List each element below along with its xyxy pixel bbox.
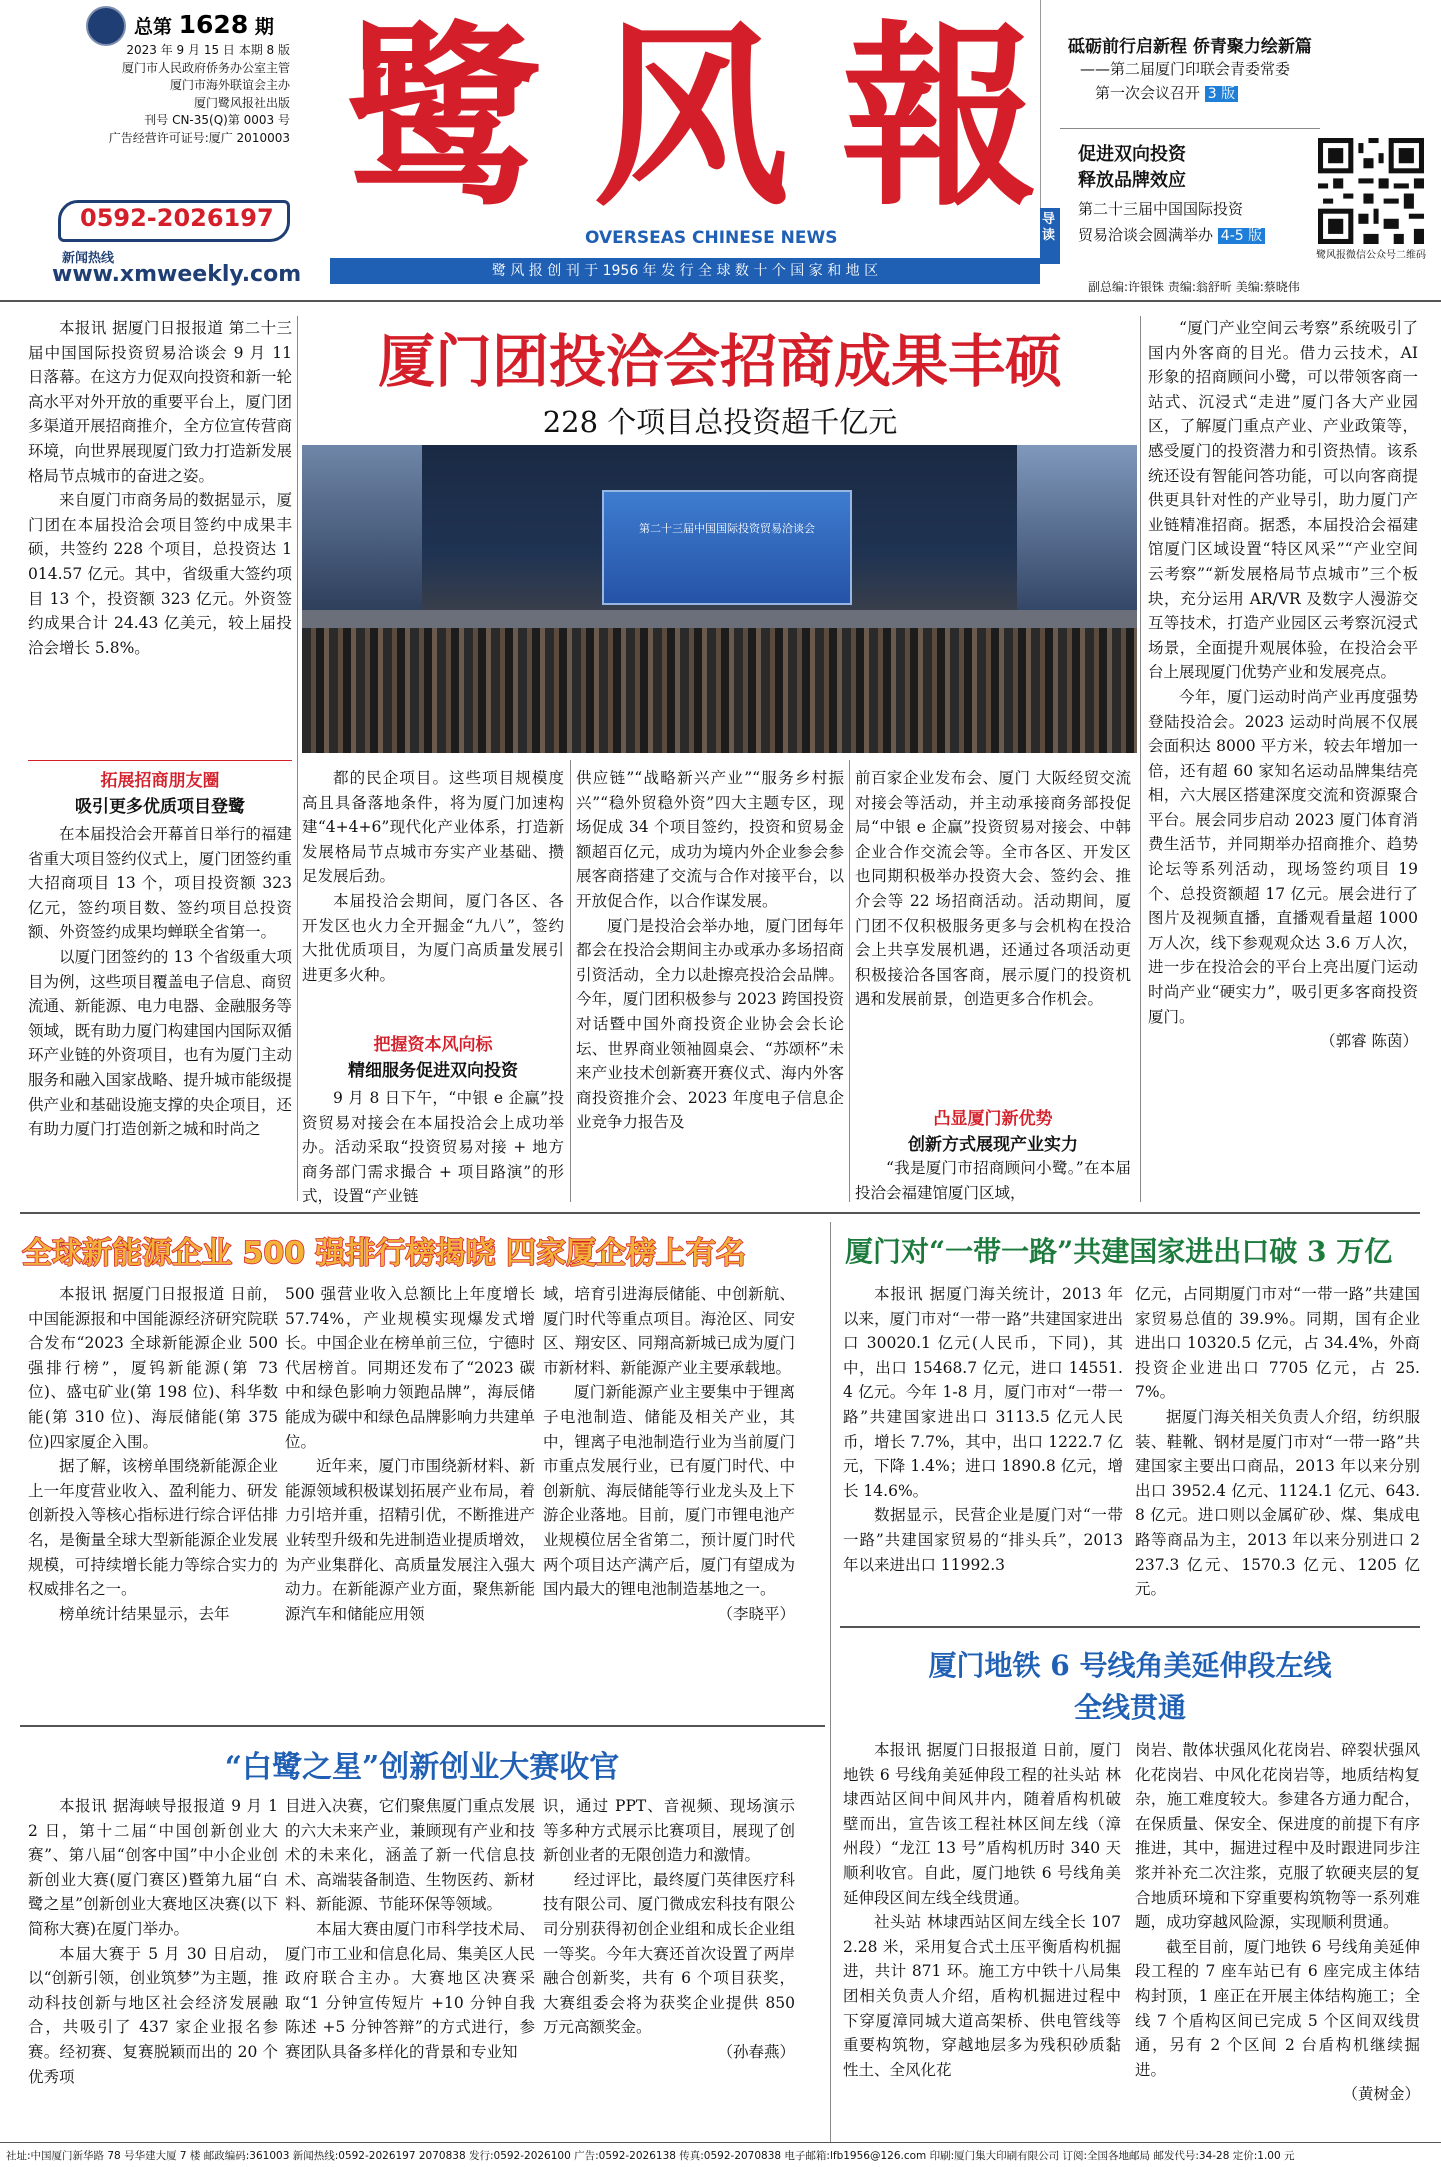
ad-license: 广告经营许可证号:厦广 2010003 <box>108 130 290 145</box>
masthead-info <box>70 42 290 147</box>
section-rule <box>20 1725 825 1727</box>
hotline-number: 0592-2026197 <box>80 204 274 232</box>
slogan: 鹭 风 报 创 刊 于 1956 年 发 行 全 球 数 十 个 国 家 和 地 区 <box>491 263 879 279</box>
photo-screen <box>602 490 852 605</box>
guide-item-2-line <box>1078 224 1265 245</box>
hotline-label: 新闻热线 <box>62 251 115 266</box>
lead-paragraph: 今年，厦门运动时尚产业再度强势登陆投洽会。2023 运动时尚展不仅展会面积达 8000 平方米，较去年增加一倍，还有超 60 家知名运动品牌集结亮相，六大展区搭建深度交流和资源聚合平台。展会同步启动 2023 厦门体育消费生活节，并同期举办招商推介、趋势论坛等系列活动，现场签约项目 19 个、总投资额超 17 亿元。展会进行了图片及视频直播，直播观看量超 1000 万人次，线下参观观众达 3.6 万人次，进一步在投洽会的平台上亮出厦门运动时尚产业“硬实力”，吸引更多客商投资厦门。 <box>1148 687 1418 1026</box>
publisher-line: 厦门市海外联谊会主办 <box>169 78 290 92</box>
issue-label: 总第 <box>134 16 173 38</box>
column-rule <box>830 1222 831 2142</box>
english-name: OVERSEAS CHINESE NEWS <box>585 228 838 248</box>
beltroad-paragraph: 本报讯 据厦门海关统计，2013 年以来，厦门市对“一带一路”共建国家进出口 30020.1 亿元(人民币，下同)，其中，出口 15468.7 亿元，进口 14551.4 亿元。今年 1-8 月，厦门市对“一带一路”共建国家进出口 3113.5 亿元人民币，增长 7.7%，其中，出口 1222.7 亿元，下降 1.4%；进口 1890.8 亿元，增长 14.6%。 <box>843 1285 1123 1500</box>
guide-item-1-line <box>1095 82 1238 103</box>
section-heading-red: 拓展招商朋友圈 <box>100 771 220 791</box>
lead-col-2b <box>302 1086 564 1206</box>
editors-line: 副总编:许银铢 责编:翁舒昕 美编:蔡晓伟 <box>1088 280 1300 294</box>
photo-stage <box>302 610 1137 628</box>
lead-paragraph: 供应链”“战略新兴产业”“服务乡村振兴”“稳外贸稳外资”四大主题专区，现场促成 34 个项目签约，投资和贸易金额超百亿元，成功为境内外企业参会参展客商搭建了交流与合作对接平台，以开放促合作，以合作谋发展。 <box>576 769 844 910</box>
energy-paragraph: 据了解，该榜单围绕新能源企业上一年度营业收入、盈利能力、研发创新投入等核心指标进行综合评估排名，是衡量全球大型新能源企业发展规模，可持续增长能力等综合实力的权威排名之一。 <box>28 1457 278 1599</box>
photo-screen-text: 第二十三届中国国际投资贸易洽谈会 <box>639 522 815 535</box>
lead-col-1 <box>28 316 292 756</box>
newspaper-emblem-icon <box>86 6 126 46</box>
beltroad-paragraph: 亿元，占同期厦门市对“一带一路”共建国家贸易总值的 39.9%。同期，国有企业进出口 10320.5 亿元，占 34.4%，外商投资企业进出口 7705 亿元，占 25.7%。 <box>1135 1285 1420 1402</box>
section-heading-red: 把握资本风向标 <box>373 1035 493 1055</box>
lead-col-4b <box>855 1156 1131 1204</box>
lead-paragraph: 厦门是投洽会举办地，厦门团每年都会在投洽会期间主办或承办多场招商引资活动，全力以赴擦亮投洽会品牌。今年，厦门团积极参与 2023 跨国投资对话暨中国外商投资企业协会会长论坛、世界商业领袖圆桌会、“苏颂杯”未来产业技术创新赛开赛仪式、海内外客商投资推介会、2023 年度电子信息企业竞争力报告及 <box>576 916 844 1132</box>
metro-paragraph: 社头站 林埭西站区间左线全长 1072.28 米，采用复合式土压平衡盾构机掘进，共计 871 环。施工方中铁十八局集团相关负责人介绍，盾构机掘进过程中下穿厦漳同城大道高架桥、供电管线等重要构筑物，穿越地层多为残积砂质黏性土、全风化花 <box>843 1913 1121 2079</box>
issue-num: 1628 <box>178 10 249 39</box>
metro-paragraph: 本报讯 据厦门日报报道 日前，厦门地铁 6 号线角美延伸段工程的社头站 林埭西站区间中间风井内，随着盾构机破壁而出，宣告该工程社林区间左线（漳州段）“龙江 13 号”盾构机历时 340 天顺利收官。自此，厦门地铁 6 号线角美延伸段区间左线全线贯通。 <box>843 1741 1121 1907</box>
lead-headline: 厦门团投洽会招商成果丰硕 <box>378 329 1062 395</box>
energy-paragraph: 榜单统计结果显示，去年 <box>59 1604 230 1623</box>
lead-col-2 <box>302 766 564 984</box>
byline: （李晓平） <box>717 1604 795 1623</box>
section-rule <box>840 1626 1420 1628</box>
column-rule <box>570 760 571 1202</box>
metro-headline: 全线贯通 <box>1073 1691 1186 1724</box>
lead-paragraph: “我是厦门市招商顾问小鹭。”在本届投洽会福建馆厦门区域， <box>855 1159 1131 1202</box>
beltroad-paragraph: 数据显示，民营企业是厦门对“一带一路”共建国家贸易的“排头兵”，2013 年以来进出口 11992.3 <box>843 1506 1123 1574</box>
publisher-line: 厦门鹭风报社出版 <box>193 95 290 110</box>
energy-paragraph: 本报讯 据厦门日报报道 日前，中国能源报和中国能源经济研究院联合发布“2023 全球新能源企业 500 强排行榜”，厦钨新能源(第 73 位)、盛屯矿业(第 198 位)、科华数能(第 310 位)、海辰储能(第 375 位)四家厦企入围。 <box>28 1285 278 1451</box>
energy-col-2 <box>285 1282 535 1712</box>
contest-col-2 <box>285 1794 535 2134</box>
lead-col-5 <box>1148 316 1418 1204</box>
beltroad-headline: 厦门对“一带一路”共建国家进出口破 3 万亿 <box>845 1235 1393 1268</box>
masthead-bottom-rule <box>0 300 1441 302</box>
footer-rule <box>0 2142 1441 2143</box>
guide-tab-label: 导读 <box>1042 212 1056 243</box>
photo-audience <box>302 628 1137 753</box>
guide-item-2-title[interactable]: 促进双向投资 <box>1078 144 1186 165</box>
qr-code-icon[interactable] <box>1318 138 1424 244</box>
section-heading-black: 吸引更多优质项目登鹭 <box>75 797 245 817</box>
contest-col-3 <box>543 1794 795 2134</box>
section-divider <box>28 760 292 761</box>
byline: （孙春燕） <box>717 2042 795 2061</box>
lead-paragraph: 来自厦门市商务局的数据显示，厦门团在本届投洽会项目签约中成果丰硕，共签约 228 个项目，总投资达 1014.57 亿元。其中，省级重大签约项目 13 个，投资额 323 亿元。外资签约成果合计 24.43 亿美元，较上届投洽会增长 5.8%。 <box>28 491 292 657</box>
beltroad-paragraph: 据厦门海关相关负责人介绍，纺织服装、鞋靴、钢材是厦门市对“一带一路”共建国家主要出口商品，2013 年以来分别出口 3952.4 亿元、1124.1 亿元、643.8 亿元。进口则以金属矿砂、煤、集成电路等商品为主，2013 年以来分别进口 2237.3 亿元、1570.3 亿元、1205 亿元。 <box>1135 1407 1420 1599</box>
contest-paragraph: 本届大赛由厦门市科学技术局、厦门市工业和信息化局、集美区人民政府联合主办。大赛地区决赛采取“1 分钟宣传短片 +10 分钟自我陈述 +5 分钟答辩”的方式进行，参赛团队具备多样化的背景和专业知 <box>285 1919 535 2061</box>
lead-paragraph: “厦门产业空间云考察”系统吸引了国内外客商的目光。借力云技术，AI 形象的招商顾问小鹭，可以带领客商一站式、沉浸式“走进”厦门各大产业园区，了解厦门重点产业、产业政策等，感受厦门的投资潜力和引资热情。该系统还设有智能问答功能，可以向客商提供更具针对性的产业导引，助力厦门产业链精准招商。据悉，本届投洽会福建馆厦门区域设置“特区风采”“产业空间云考察”“新发展格局节点城市”三个板块，充分运用 AR/VR 及数字人漫游交互等技术，打造产业园区云考察沉浸式场景，全面提升观展体验，在投洽会平台上展现厦门优势产业和发展亮点。 <box>1148 319 1418 682</box>
website[interactable]: www.xmweekly.com <box>52 262 302 287</box>
contest-paragraph: 本报讯 据海峡导报报道 9 月 12 日，第十二届“中国创新创业大赛”、第八届“创客中国”中小企业创新创业大赛(厦门赛区)暨第九届“白鹭之星”创新创业大赛地区决赛(以下简称大赛)在厦门举办。 <box>28 1797 278 1938</box>
contest-paragraph: 目进入决赛，它们聚焦厦门重点发展的六大未来产业，兼顾现有产业和技术的未来化，涵盖了新一代信息技术、高端装备制造、生物医药、新材料、新能源、节能环保等领域。 <box>285 1797 535 1914</box>
byline: （黄树金） <box>1342 2085 1420 2104</box>
lead-col-3 <box>576 766 844 1202</box>
guide-item-2-line: 第二十三届中国国际投资 <box>1078 200 1244 218</box>
section-heading-black: 创新方式展现产业实力 <box>908 1135 1078 1155</box>
contest-col-1 <box>28 1794 278 2134</box>
guide-item-1-page[interactable]: 3 版 <box>1205 86 1238 102</box>
lead-paragraph: 以厦门团签约的 13 个省级重大项目为例，这些项目覆盖电子信息、商贸流通、新能源、电力电器、金融服务等领域，既有助力厦门构建国内国际双循环产业链的外资项目，也有为厦门主动服务和融入国家战略、提升城市能级提供产业和基础设施支撑的央企项目，还有助力厦门打造创新之城和时尚之 <box>28 947 292 1139</box>
newspaper-title: 鹭 风 報 <box>345 3 1030 233</box>
lead-paragraph: 本届投洽会期间，厦门各区、各开发区也火力全开掘金“九八”，签约大批优质项目，为厦门高质量发展引进更多火种。 <box>302 891 564 984</box>
publisher-line: 厦门市人民政府侨务办公室主管 <box>121 60 290 75</box>
energy-paragraph: 500 强营业收入总额比上年度增长 57.74%，产业规模实现爆发式增长。中国企业在榜单前三位，宁德时代居榜首。同期还发布了“2023 碳中和绿色影响力领跑品牌”，海辰储能成为碳中和绿色品牌影响力共建单位。 <box>285 1285 535 1451</box>
lead-col-1b <box>28 822 292 1202</box>
energy-col-1 <box>28 1282 278 1712</box>
energy-paragraph: 域，培育引进海辰储能、中创新航、厦门时代等重点项目。海沧区、同安区、翔安区、同翔高新城已成为厦门市新材料、新能源产业主要承载地。 <box>543 1285 795 1377</box>
masthead <box>0 0 1441 300</box>
guide-item-2-line2: 贸易洽谈会圆满举办 <box>1078 226 1214 244</box>
energy-col-3 <box>543 1282 795 1712</box>
lead-paragraph: 都的民企项目。这些项目规模度高且具备落地条件，将为厦门加速构建“4+4+6”现代化产业体系，打造新发展格局节点城市夯实产业基础、攒足发展后劲。 <box>302 769 564 886</box>
photo-left-panel <box>302 445 422 610</box>
energy-paragraph: 厦门新能源产业主要集中于锂离子电池制造、储能及相关产业，其中，锂离子电池制造行业为当前厦门市重点发展行业，已有厦门时代、中创新航、海辰储能等行业龙头及上下游企业落地。目前，厦门市锂电池产业规模位居全省第二，预计厦门时代两个项目达产满产后，厦门有望成为国内最大的锂电池制造基地之一。 <box>543 1383 795 1599</box>
energy-paragraph: 近年来，厦门市围绕新材料、新能源领域积极谋划拓展产业布局，着力引培并重，招精引优，不断推进产业转型升级和先进制造业提质增效，为产业集群化、高质量发展注入强大动力。在新能源产业方面，聚焦新能源汽车和储能应用领 <box>285 1457 535 1623</box>
cn-number: 刊号 CN-35(Q)第 0003 号 <box>144 113 290 127</box>
metro-headline: 厦门地铁 6 号线角美延伸段左线 <box>928 1649 1332 1682</box>
lead-paragraph: 本报讯 据厦门日报报道 第二十三届中国国际投资贸易洽谈会 9 月 11 日落幕。在这方力促双向投资和新一轮高水平对外开放的重要平台上，厦门团多渠道开展招商推介，全方位宣传营商环境，向世界展现厦门致力打造新发展格局节点城市的奋进之姿。 <box>28 319 292 485</box>
metro-col-1 <box>843 1738 1121 2138</box>
guide-item-1-line2: 第一次会议召开 <box>1095 84 1201 102</box>
column-rule <box>1140 316 1141 1202</box>
photo-right-panel <box>1017 445 1137 610</box>
contest-headline: “白鹭之星”创新创业大赛收官 <box>224 1750 620 1785</box>
issue-number <box>134 10 274 39</box>
qr-caption: 鹭风报微信公众号二维码 <box>1316 250 1426 261</box>
lead-paragraph: 前百家企业发布会、厦门 大阪经贸交流对接会等活动，并主动承接商务部投促局“中银 e 企赢”投资贸易对接会、中韩企业合作交流会等。全市各区、开发区也同期积极举办投资大会、签约会、推介会等 22 场招商活动。活动期间，厦门团不仅积极服务更多与会机构在投洽会上共享发展机遇，还通过各项活动更积极接洽各国客商，展示厦门的投资机遇和发展前景，创造更多合作机会。 <box>855 769 1131 1009</box>
lead-paragraph: 9 月 8 日下午，“中银 e 企赢”投资贸易对接会在本届投洽会上成功举办。活动采取“投资贸易对接 + 地方商务部门需求撮合 + 项目路演”的形式，设置“产业链 <box>302 1089 564 1206</box>
contest-paragraph: 本届大赛于 5 月 30 日启动，以“创新引领，创业筑梦”为主题，推动科技创新与地区社会经济发展融合，共吸引了 437 家企业报名参赛。经初赛、复赛脱颖而出的 20 个优秀项 <box>28 1944 278 2086</box>
date-line: 2023 年 9 月 15 日 本期 8 版 <box>126 43 290 57</box>
beltroad-col-1 <box>843 1282 1123 1612</box>
section-rule <box>20 1212 1420 1214</box>
lead-subheadline: 228 个项目总投资超千亿元 <box>542 405 898 439</box>
guide-item-1-title[interactable]: 砥砺前行启新程 侨青聚力绘新篇 <box>1068 37 1312 57</box>
guide-divider <box>1060 128 1320 129</box>
metro-paragraph: 截至目前，厦门地铁 6 号线角美延伸段工程的 7 座车站已有 6 座完成主体结构封顶，1 座正在开展主体结构施工；全线 7 个盾构区间已完成 5 个区间双线贯通，另有 2 个区间 2 台盾构机继续掘进。 <box>1135 1937 1420 2079</box>
section-heading-red: 凸显厦门新优势 <box>933 1109 1053 1129</box>
lead-col-4 <box>855 766 1131 1096</box>
energy-headline: 全球新能源企业 500 强排行榜揭晓 四家厦企榜上有名 <box>22 1236 746 1271</box>
lead-paragraph: 在本届投洽会开幕首日举行的福建省重大项目签约仪式上，厦门团签约重大招商项目 13 个，项目投资额 323 亿元，签约项目数、签约项目总投资额、外资签约成果均蝉联全省第一。 <box>28 825 292 942</box>
byline: （郭睿 陈茵） <box>1320 1032 1418 1051</box>
metro-paragraph: 岗岩、散体状强风化花岗岩、碎裂状强风化花岗岩、中风化花岗岩等，地质结构复杂，施工难度较大。参建各方通力配合，在保质量、保安全、保进度的前提下有序推进，其中，掘进过程中及时跟进同步注浆并补充二次注浆，克服了软硬夹层的复合地质环境和下穿重要构筑物等一系列难题，成功穿越风险源，实现顺利贯通。 <box>1135 1741 1420 1932</box>
section-heading-black: 精细服务促进双向投资 <box>348 1061 518 1081</box>
beltroad-col-2 <box>1135 1282 1420 1612</box>
slogan-bar <box>330 258 1040 284</box>
contest-paragraph: 识，通过 PPT、音视频、现场演示等多种方式展示比赛项目，展现了创新创业者的无限创造力和激情。 <box>543 1797 795 1865</box>
guide-item-2-page[interactable]: 4-5 版 <box>1218 228 1265 244</box>
metro-col-2 <box>1135 1738 1420 2138</box>
column-rule <box>849 760 850 1202</box>
lead-photo <box>302 445 1137 753</box>
issue-suffix: 期 <box>254 16 274 38</box>
contest-paragraph: 经过评比，最终厦门英律医疗科技有限公司、厦门微成宏科技有限公司分别获得初创企业组和成长企业组一等奖。今年大赛还首次设置了两岸融合创新奖，共有 6 个项目获奖，大赛组委会将为获奖企业提供 850 万元高额奖金。 <box>543 1870 795 2037</box>
footer-info: 社址:中国厦门新华路 78 号华建大厦 7 楼 邮政编码:361003 新闻热线:0592-2026197 2070838 发行:0592-2026100 广告:0592-2026138 传真:0592-2070838 电子邮箱:lfb1956@126.com 印刷:厦门集大印刷有限公司 订阅:全国各地邮局 邮发代号:34-28 定价:1.00 元 <box>6 2150 1295 2162</box>
guide-item-2-title[interactable]: 释放品牌效应 <box>1078 170 1186 191</box>
guide-item-1-line: ——第二届厦门印联会青委常委 <box>1080 60 1291 78</box>
column-rule <box>297 316 298 1201</box>
